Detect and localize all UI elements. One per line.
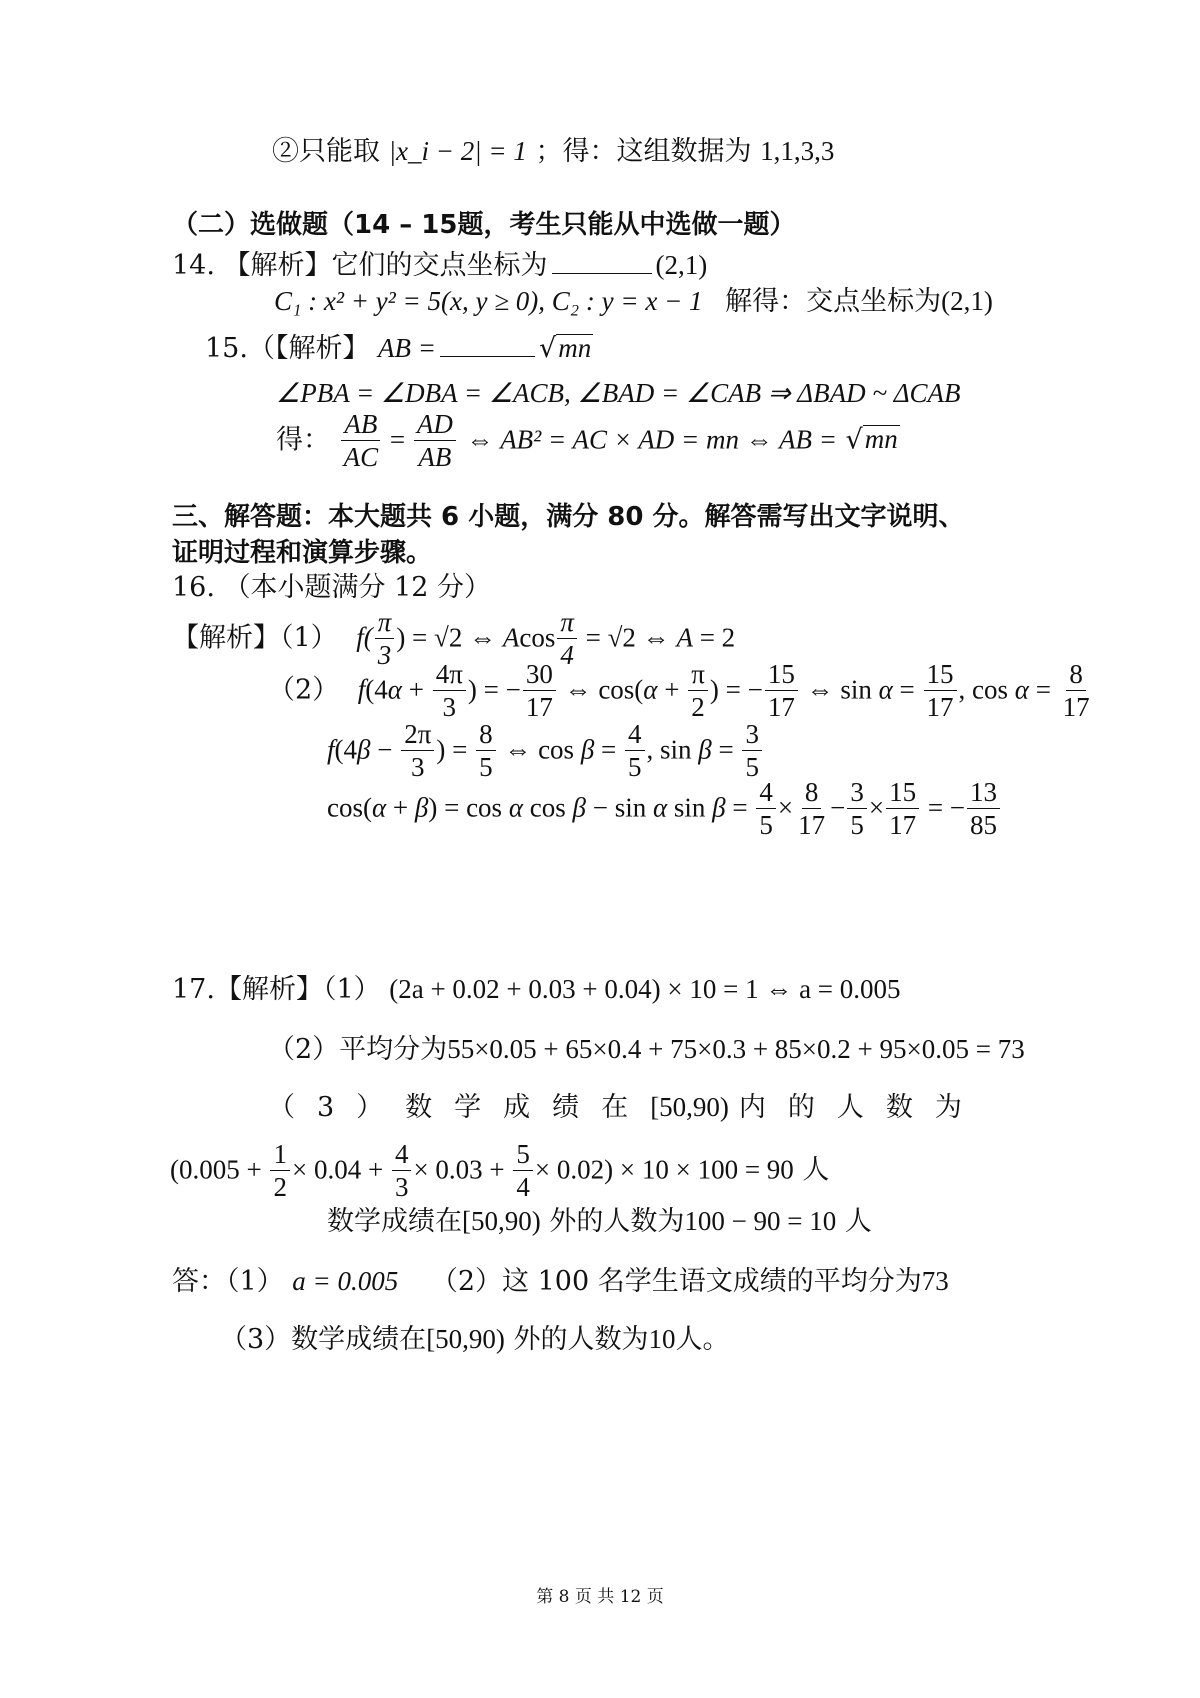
answer-line-3	[220, 1326, 730, 1353]
text: （3）数学成绩在	[268, 1092, 651, 1123]
q17-outside	[327, 1208, 872, 1235]
q15-chain: 得： $\frac{AB}{AC}$ = $\frac{AD}{AB}$ ⇔ AB² = AC × AD = mn ⇔ AB = √mn	[276, 409, 898, 473]
section-2-title: （二）选做题（14 – 15题，考生只能从中选做一题）	[172, 210, 796, 240]
text: 得：	[276, 424, 330, 456]
q17-head	[172, 976, 901, 1003]
text: 答：（1）	[172, 1266, 284, 1297]
text: （2）这 100 名学生语文成绩的平均分为	[430, 1266, 922, 1297]
text: 内的人数为	[738, 1092, 984, 1123]
section-3-title: 三、解答题：本大题共 6 小题，满分 80 分。解答需写出文字说明、	[172, 502, 965, 532]
q17-part2	[268, 1036, 1025, 1063]
text: 【解析】（1）	[172, 622, 338, 654]
math: C₁ : x² + y² = 5(x, y ≥ 0), C₂ : y = x − 1	[274, 286, 703, 316]
math: 73	[921, 1266, 949, 1296]
text: 外的人数为	[549, 1206, 685, 1237]
answer-line	[172, 1268, 949, 1295]
q17-part3	[268, 1094, 984, 1121]
text: ②只能取	[272, 136, 380, 167]
math: 10	[648, 1324, 676, 1354]
q15-angles: ∠PBA = ∠DBA = ∠ACB, ∠BAD = ∠CAB ⇒ ΔBAD ~ ΔCAB	[276, 378, 961, 408]
math: AB =	[378, 333, 437, 363]
math: 55×0.05 + 65×0.4 + 75×0.3 + 85×0.2 + 95×0.05 = 73	[447, 1034, 1025, 1064]
math: 100 − 90 = 10	[684, 1206, 837, 1236]
text: （2）	[268, 674, 340, 706]
page-footer: 第 8 页 共 12 页	[536, 1587, 664, 1607]
text: （3）数学成绩在	[220, 1324, 427, 1355]
text: 外的人数为	[513, 1324, 649, 1355]
q16-result: cos(α + β) = cos α cos β − sin α sin β = $\frac{4}{5}$ × $\frac{8}{17}$ − $\frac{3}{5}$ × $\frac{15}{17}$ = − $\frac{13}{85}$	[327, 778, 1002, 840]
text: 人	[802, 1154, 830, 1186]
q17-part3-eq: (0.005 + $\frac{1}{2}$ × 0.04 + $\frac{4}{3}$ × 0.03 + $\frac{5}{4}$ × 0.02) × 10 × 100 = 90 人	[170, 1139, 830, 1203]
section-3-title-2: 证明过程和演算步骤。	[172, 538, 433, 568]
math: [50,90)	[426, 1324, 505, 1354]
math: (2,1)	[941, 286, 993, 316]
math: mn	[558, 333, 592, 363]
math: |x_i − 2| = 1	[388, 136, 527, 166]
text: 人。	[675, 1324, 730, 1355]
math: 1,1,3,3	[760, 136, 835, 166]
text: 17.【解析】（1）	[172, 974, 381, 1005]
answer-blank	[552, 253, 652, 274]
q16-beta: f(4β − $\frac{2\pi}{3}$ ) = $\frac{8}{5}$ ⇔ cos β = $\frac{4}{5}$ , sin β = $\frac{3}{5}$	[327, 720, 764, 782]
q16-head: 16. （本小题满分 12 分）	[172, 572, 492, 603]
text: （2）平均分为	[268, 1034, 448, 1065]
text: ；得：这组数据为	[535, 136, 752, 167]
math: a = 0.005	[292, 1266, 399, 1296]
q16-part2: （2） f(4α + $\frac{4\pi}{3}$ ) = − $\frac{30}{17}$ ⇔ cos(α + $\frac{\pi}{2}$ ) = − $\frac{15}{17}$ ⇔ sin α = $\frac{15}{17}$ , cos α = $\frac{8}{17}$	[268, 659, 1090, 723]
text: 15.（【解析】	[205, 333, 370, 364]
math: (2,1)	[655, 250, 708, 280]
answer-blank	[440, 336, 535, 357]
text: 解得：交点坐标为	[725, 286, 942, 317]
math: ⇔ AB² = AC × AD = mn ⇔ AB =	[466, 424, 837, 455]
q16-part1: 【解析】（1） f( $\frac{\pi}{3}$ ) = √2 ⇔ Acos $\frac{\pi}{4}$ = √2 ⇔ A = 2	[172, 607, 736, 671]
q14-line	[172, 252, 707, 279]
math: (2a + 0.02 + 0.03 + 0.04) × 10 = 1 ⇔ a = 0.005	[389, 974, 901, 1004]
text: 14. 【解析】它们的交点坐标为	[172, 250, 548, 281]
math: × 0.02) × 10 × 100 = 90	[534, 1154, 794, 1185]
text: 数学成绩在	[327, 1206, 462, 1237]
q14-equation-line	[274, 288, 993, 315]
math: [50,90)	[462, 1206, 541, 1236]
line-1	[272, 138, 834, 165]
math: [50,90)	[650, 1092, 729, 1122]
q15-line: 15.（【解析】 AB = √mn	[205, 333, 592, 364]
text: 人	[844, 1206, 872, 1237]
